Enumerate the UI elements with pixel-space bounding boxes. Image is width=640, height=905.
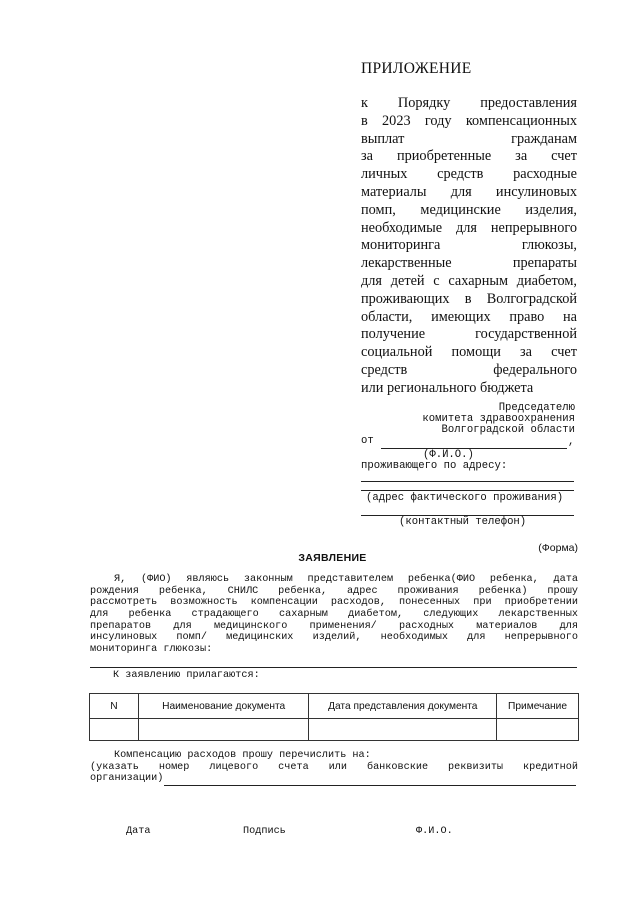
appendix-line: за приобретенные за счет (361, 148, 577, 165)
attachments-label: К заявлению прилагаются: (113, 670, 260, 681)
address-caption: (адрес фактического проживания) (366, 492, 564, 504)
appendix-line: получение государственной (361, 326, 577, 343)
address-line-1[interactable] (361, 481, 574, 482)
table-cell-date[interactable] (309, 719, 497, 741)
table-cell-note[interactable] (497, 719, 579, 741)
appendix-line: личных средств расходные (361, 166, 577, 183)
statement-line: рождения ребенка, СНИЛС ребенка, адрес проживания ребенка) прошу (90, 585, 578, 597)
appendix-line: области, имеющих право на (361, 308, 577, 325)
appendix-line: для детей с сахарным диабетом, (361, 272, 577, 289)
document-title: ЗАЯВЛЕНИЕ (298, 552, 367, 564)
addressee-region: Волгоградской области (441, 424, 575, 436)
col-header-date: Дата представления документа (309, 694, 497, 719)
appendix-line: проживающих в Волгоградской (361, 290, 577, 307)
table-row (90, 719, 579, 741)
statement-line: инсулиновых помп/ медицинских изделий, необходимых для непрерывного (90, 632, 578, 644)
compensation-line: (указать номер лицевого счета или банковские реквизиты кредитной (90, 761, 578, 773)
appendix-line: выплат гражданам (361, 130, 577, 147)
statement-line: для ребенка страдающего сахарным диабетом, следующих лекарственных (90, 609, 578, 621)
statement-fill-line[interactable] (90, 667, 577, 668)
appendix-line: социальной помощи за счет (361, 344, 577, 361)
appendix-line: или регионального бюджета (361, 379, 534, 396)
attachments-table (89, 693, 579, 741)
addressee-committee: комитета здравоохранения (422, 413, 575, 425)
table-header-row (90, 694, 579, 719)
residing-label: проживающего по адресу: (361, 460, 508, 472)
date-label: Дата (126, 826, 151, 837)
fio-field-line[interactable] (381, 448, 567, 449)
table-cell-doc-name[interactable] (138, 719, 309, 741)
appendix-line: средств федерального (361, 361, 577, 378)
appendix-line: помп, медицинские изделия, (361, 201, 577, 218)
statement-line: рассмотреть возможность компенсации расходов, понесенных при приобретении (90, 597, 578, 609)
phone-caption: (контактный телефон) (399, 516, 527, 528)
appendix-line: мониторинга глюкозы, (361, 237, 577, 254)
table-cell-number[interactable] (90, 719, 139, 741)
appendix-line: материалы для инсулиновых (361, 183, 577, 200)
statement-line: Я, (ФИО) являюсь законным представителем ребенка(ФИО ребенка, дата (114, 574, 578, 585)
statement-text (90, 574, 578, 656)
appendix-title: ПРИЛОЖЕНИЕ (361, 60, 472, 77)
addressee-chairman: Председателю (498, 402, 575, 414)
fio-caption: (Ф.И.О.) (423, 449, 474, 461)
compensation-line: организации) (90, 773, 164, 785)
appendix-text (361, 95, 577, 398)
form-label: (Форма) (538, 542, 578, 554)
bank-details-line[interactable] (164, 785, 576, 786)
statement-line: препаратов для медицинского применения/ расходных материалов для (90, 620, 578, 632)
compensation-text (90, 750, 578, 785)
compensation-line: Компенсацию расходов прошу перечислить на: (114, 750, 371, 761)
col-header-note: Примечание (497, 694, 579, 719)
statement-line: мониторинга глюкозы: (90, 644, 213, 656)
col-header-doc-name: Наименование документа (138, 694, 309, 719)
appendix-line: в 2023 году компенсационных (361, 112, 577, 129)
appendix-line: необходимые для непрерывного (361, 219, 577, 236)
fio-label: Ф.И.О. (416, 826, 453, 837)
from-label: от (361, 435, 374, 447)
appendix-line: к Порядку предоставления (361, 95, 577, 111)
from-comma: , (568, 436, 575, 448)
appendix-line: лекарственные препараты (361, 255, 577, 272)
address-line-2[interactable] (361, 490, 574, 491)
signature-label: Подпись (243, 826, 286, 837)
col-header-number: N (90, 694, 139, 719)
